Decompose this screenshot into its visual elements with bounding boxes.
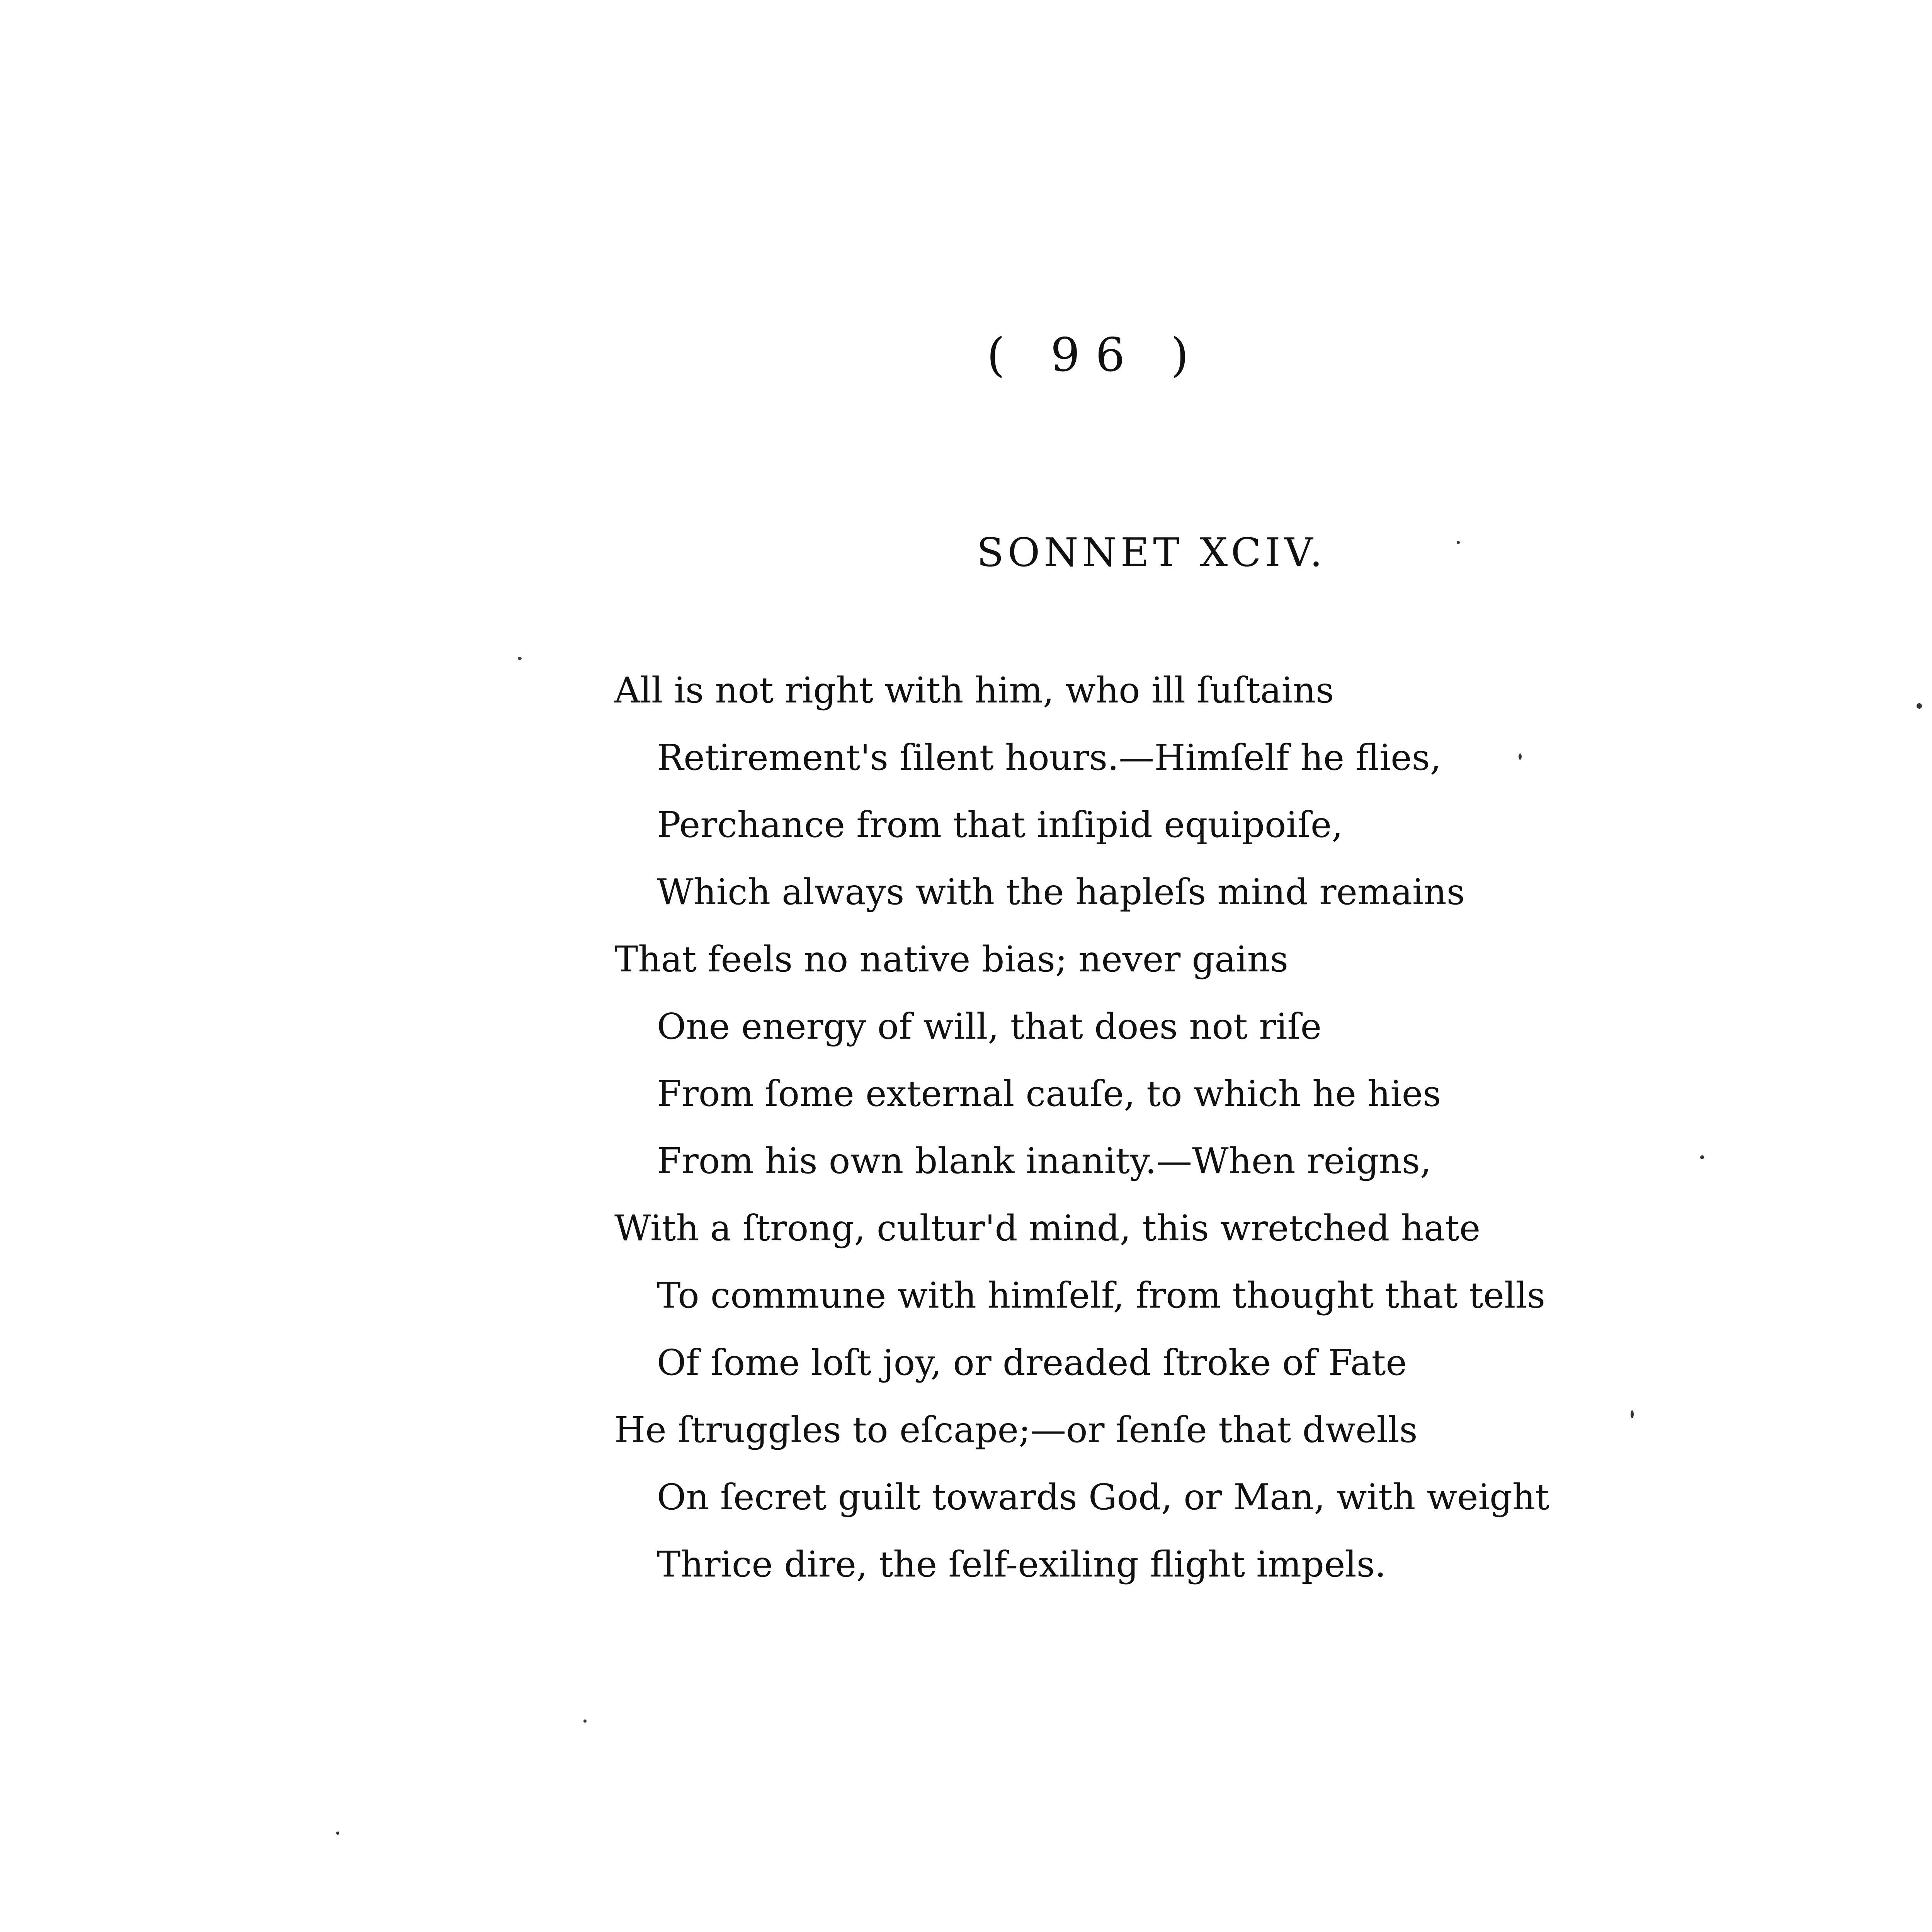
poem-line: Of ſome loſt joy, or dreaded ſtroke of Fate <box>657 1342 1407 1383</box>
scan-speck <box>1917 703 1922 709</box>
scan-speck <box>336 1832 339 1835</box>
poem-line: Thrice dire, the ſelf-exiling flight impels. <box>657 1544 1386 1585</box>
page-number: ( 96 ) <box>986 328 1204 382</box>
scan-speck <box>1457 541 1460 544</box>
poem-line: Perchance from that inſipid equipoiſe, <box>657 804 1343 845</box>
scan-speck <box>583 1719 587 1723</box>
poem-line: Retirement's ſilent hours.—Himſelf he flies, <box>657 737 1442 778</box>
sonnet-body <box>614 657 1774 1598</box>
poem-line: Which always with the hapleſs mind remains <box>657 871 1465 913</box>
sonnet-title: SONNET XCIV. <box>976 530 1327 576</box>
poem-line: That feels no native bias; never gains <box>614 939 1289 980</box>
poem-line: On ſecret guilt towards God, or Man, with weight <box>657 1476 1550 1518</box>
poem-line: With a ſtrong, cultur'd mind, this wretched hate <box>614 1208 1481 1249</box>
poem-line: All is not right with him, who ill ſuſtains <box>614 670 1334 711</box>
poem-line: To commune with himſelf, from thought that tells <box>657 1275 1546 1316</box>
scan-speck <box>1631 1410 1634 1418</box>
scan-speck <box>1519 753 1522 760</box>
scan-speck <box>1700 1155 1704 1159</box>
scan-speck <box>518 657 522 660</box>
poem-line: He ſtruggles to eſcape;—or ſenſe that dwells <box>614 1409 1418 1451</box>
poem-line: From his own blank inanity.—When reigns, <box>657 1140 1432 1182</box>
poem-line: One energy of will, that does not riſe <box>657 1006 1322 1047</box>
poem-line: From ſome external cauſe, to which he hies <box>657 1073 1441 1114</box>
